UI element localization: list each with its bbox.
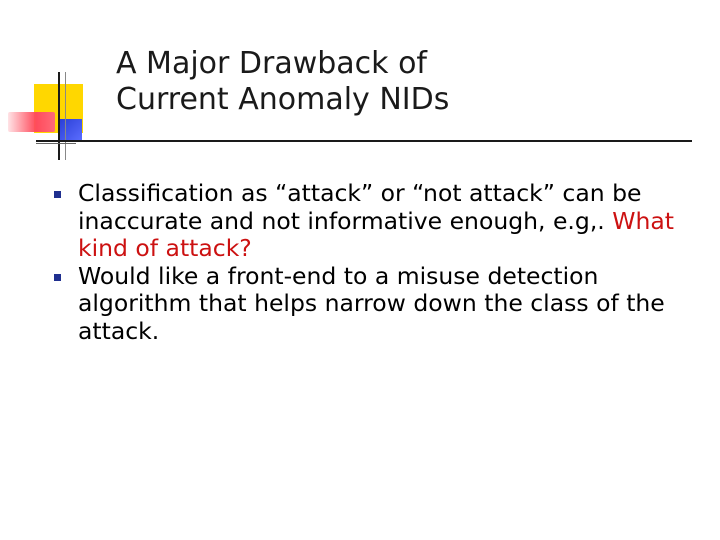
bullet-text bbox=[66, 263, 696, 346]
bullet-text-main: Would like a front-end to a misuse detection algorithm that helps narrow down the class of the attack. bbox=[78, 261, 665, 345]
bullet-list bbox=[56, 180, 696, 345]
bullet-text bbox=[66, 180, 696, 263]
bullet-item bbox=[56, 180, 696, 263]
bullet-text-main: Classification as “attack” or “not attack” can be inaccurate and not informative enough, e.g,. bbox=[78, 179, 642, 235]
decoration-blue-block bbox=[60, 119, 82, 141]
title-underline-accent bbox=[36, 143, 76, 144]
square-bullet-icon bbox=[54, 274, 61, 281]
decoration-red-bar bbox=[8, 112, 55, 132]
square-bullet-icon bbox=[54, 191, 61, 198]
slide-title-line-2: Current Anomaly NIDs bbox=[116, 82, 450, 117]
slide-title bbox=[116, 46, 449, 118]
bullet-text-highlight: What kind of attack? bbox=[78, 206, 674, 262]
title-underline bbox=[36, 140, 692, 142]
decoration-vertical-line bbox=[58, 72, 60, 160]
slide-title-line-1: A Major Drawback of bbox=[116, 46, 427, 81]
decoration-vertical-line-thin bbox=[65, 72, 66, 160]
bullet-item bbox=[56, 263, 696, 346]
